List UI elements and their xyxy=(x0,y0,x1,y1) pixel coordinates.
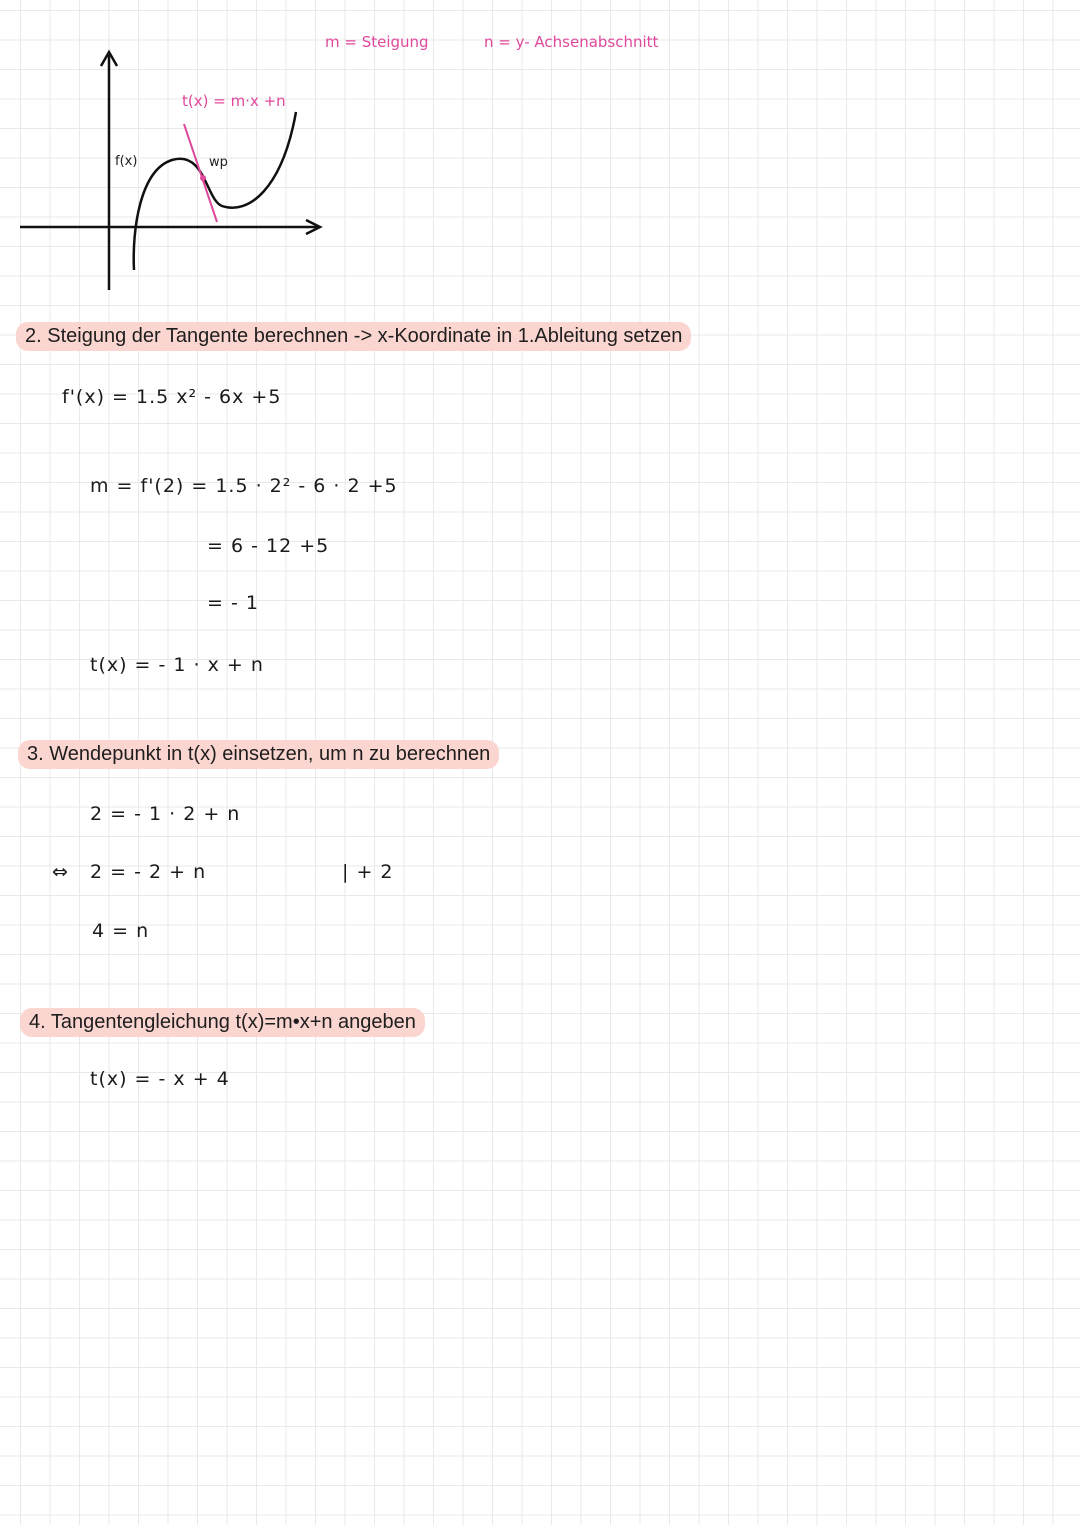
tangent-label: t(x) = m·x +n xyxy=(182,92,286,110)
slope-calc-line1: m = f'(2) = 1.5 · 2² - 6 · 2 +5 xyxy=(90,475,398,497)
n-calc-line2: 2 = - 2 + n xyxy=(90,861,207,883)
f-label: f(x) xyxy=(115,154,138,169)
function-sketch xyxy=(0,0,1080,300)
tangent-result: t(x) = - x + 4 xyxy=(90,1068,230,1090)
section2-heading: 2. Steigung der Tangente berechnen -> x-Koordinate in 1.Ableitung setzen xyxy=(16,322,691,351)
cubic-curve xyxy=(134,112,296,270)
equivalence-symbol: ⇔ xyxy=(52,861,69,883)
n-calc-line1: 2 = - 1 · 2 + n xyxy=(90,803,241,825)
n-definition: n = y- Achsenabschnitt xyxy=(484,33,659,51)
slope-calc-line3: = - 1 xyxy=(207,592,259,614)
tangent-line xyxy=(184,124,217,222)
tangent-partial: t(x) = - 1 · x + n xyxy=(90,654,264,676)
slope-calc-line2: = 6 - 12 +5 xyxy=(207,535,330,557)
inflection-point xyxy=(200,175,206,181)
n-calc-operation: | + 2 xyxy=(342,861,394,883)
section4-heading: 4. Tangentengleichung t(x)=m•x+n angeben xyxy=(20,1008,425,1037)
section3-heading: 3. Wendepunkt in t(x) einsetzen, um n zu berechnen xyxy=(18,740,499,769)
wp-label: wp xyxy=(209,155,228,170)
m-definition: m = Steigung xyxy=(325,33,429,51)
n-calc-line3: 4 = n xyxy=(92,920,150,942)
derivative-equation: f'(x) = 1.5 x² - 6x +5 xyxy=(62,386,282,408)
